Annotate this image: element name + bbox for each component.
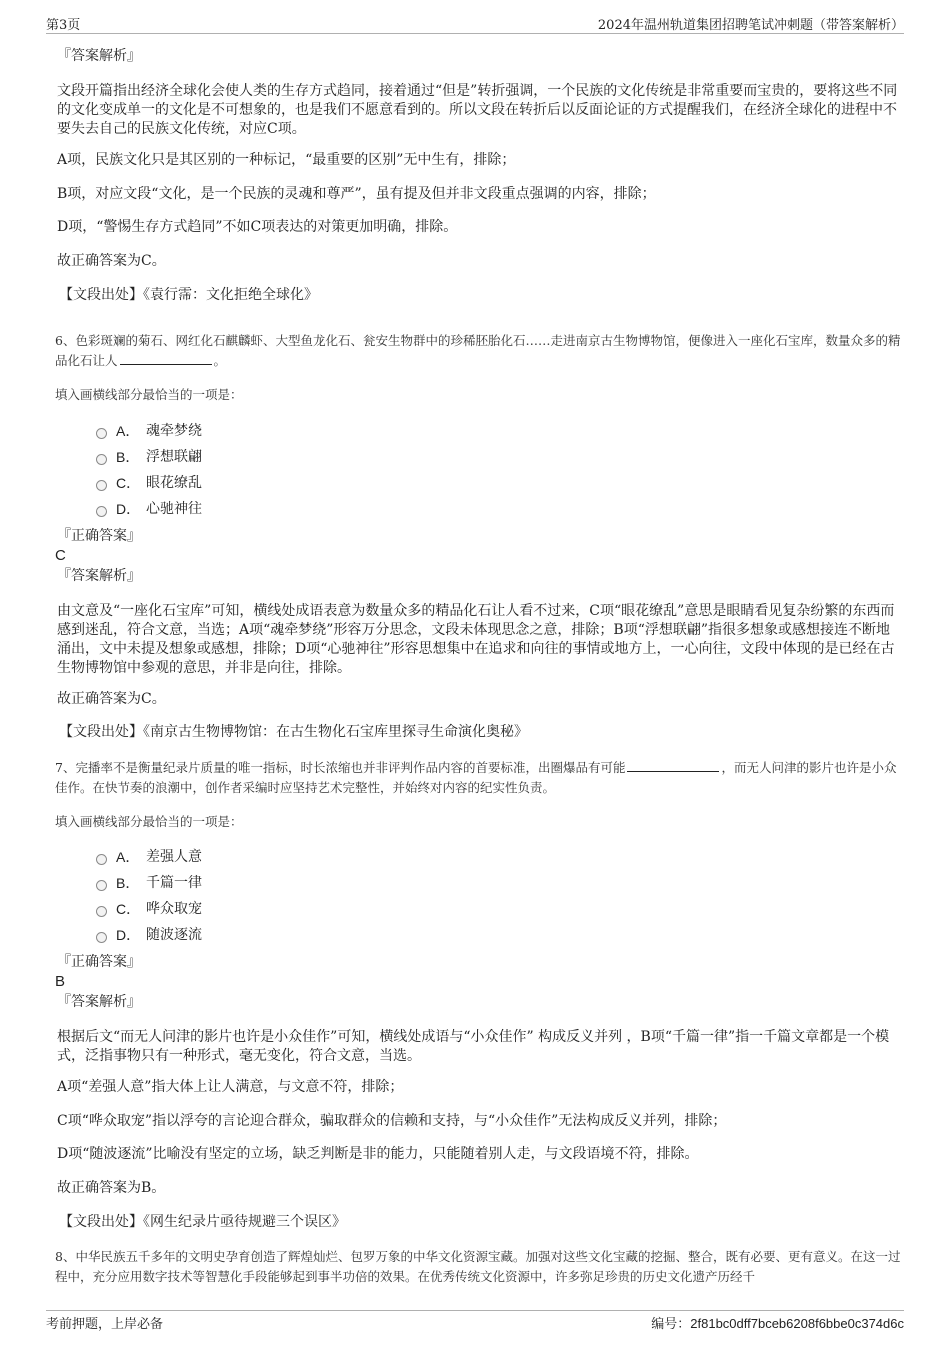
radio-icon[interactable] bbox=[96, 854, 107, 865]
q8-stem: 8、中华民族五千多年的文明史孕育创造了辉煌灿烂、包罗万象的中华文化资源宝藏。加强对这些文化宝藏的挖掘、整合，既有必要、更有意义。在这一过程中，充分应用数字技术等智慧化手段能够起到事半功倍的效果。在优秀传统文化资源中，许多弥足珍贵的历史文化遗产历经千 bbox=[55, 1249, 901, 1284]
document-title: 2024年温州轨道集团招聘笔试冲刺题（带答案解析） bbox=[597, 18, 904, 33]
source-prefix: 【文段出处】 bbox=[59, 1214, 143, 1230]
q5-option-a-analysis: A项，民族文化只是其区别的一种标记，“最重要的区别”无中生有，排除； bbox=[57, 152, 516, 168]
footer-divider bbox=[46, 1310, 904, 1311]
q6-stem-text: 6、色彩斑斓的菊石、网红化石麒麟虾、大型鱼龙化石、瓮安生物群中的珍稀胚胎化石……走进南京古生物博物馆，便像进入一座化石宝库，数量众多的精品化石让人 bbox=[55, 333, 901, 368]
q7-option-d-analysis: D项“随波逐流”比喻没有坚定的立场，缺乏判断是非的能力，只能随着别人走，与文段语境不符，排除。 bbox=[57, 1146, 699, 1162]
q7-answer: B bbox=[55, 973, 66, 990]
q6-stem bbox=[55, 331, 903, 371]
analysis-label: 『答案解析』 bbox=[57, 48, 141, 64]
q6-blank bbox=[120, 352, 212, 365]
q7-conclusion: 故正确答案为B。 bbox=[57, 1180, 166, 1196]
radio-icon[interactable] bbox=[96, 932, 107, 943]
radio-icon[interactable] bbox=[96, 454, 107, 465]
code-label: 编号： bbox=[651, 1317, 691, 1332]
header-divider bbox=[46, 33, 904, 34]
radio-icon[interactable] bbox=[96, 428, 107, 439]
radio-icon[interactable] bbox=[96, 480, 107, 491]
q6-option-b[interactable]: B． 浮想联翩 bbox=[96, 447, 202, 467]
footer-slogan: 考前押题，上岸必备 bbox=[46, 1317, 164, 1332]
radio-icon[interactable] bbox=[96, 506, 107, 517]
q7-instruction: 填入画横线部分最恰当的一项是： bbox=[55, 814, 243, 829]
correct-answer-label: 『正确答案』 bbox=[57, 528, 141, 544]
page-number: 第3页 bbox=[46, 18, 81, 33]
q7-option-d[interactable]: D． 随波逐流 bbox=[96, 925, 202, 945]
q7-analysis-paragraph: 根据后文“而无人问津的影片也许是小众佳作”可知，横线处成语与“小众佳作” 构成反义并列 ，B项“千篇一律”指一千篇文章都是一个模式，泛指事物只有一种形式，毫无变化，符合文意，当选。 bbox=[57, 1029, 890, 1064]
q5-option-b-analysis: B项，对应文段“文化，是一个民族的灵魂和尊严”，虽有提及但并非文段重点强调的内容，排除； bbox=[57, 186, 656, 202]
analysis-label: 『答案解析』 bbox=[57, 568, 141, 584]
q7-blank bbox=[627, 759, 719, 772]
q6-stem-end: 。 bbox=[213, 353, 227, 368]
q6-source bbox=[59, 723, 528, 742]
analysis-label: 『答案解析』 bbox=[57, 994, 141, 1010]
q7-option-c-analysis: C项“哗众取宠”指以浮夸的言论迎合群众，骗取群众的信赖和支持，与“小众佳作”无法构成反义并列，排除； bbox=[57, 1113, 727, 1129]
q7-stem-end: ，而无人问津的影片也许是小众佳作。在快节奏的浪潮中，创作者采编时应坚持艺术完整性，并始终对内容的纪实性负责。 bbox=[55, 760, 897, 795]
radio-icon[interactable] bbox=[96, 906, 107, 917]
q6-conclusion: 故正确答案为C。 bbox=[57, 691, 166, 707]
q7-option-a[interactable]: A． 差强人意 bbox=[96, 847, 202, 867]
q7-source bbox=[59, 1213, 346, 1232]
document-code bbox=[651, 1313, 904, 1332]
q6-analysis-paragraph: 由文意及“一座化石宝库”可知，横线处成语表意为数量众多的精品化石让人看不过来，C项“眼花缭乱”意思是眼睛看见复杂纷繁的东西而感到迷乱，符合文意，当选；A项“魂牵梦绕”形容万分思念，文段未体现思念之意，排除；B项“浮想联翩”指很多想象或感想接连不断地涌出，文中未提及想象或感想，排除；D项“心驰神往”形容思想集中在追求和向往的事情或地方上，一心向往，文段中体现的是已经在古生物博物馆中参观的意思，并非是向往，排除。 bbox=[57, 603, 895, 676]
source-title: 《南京古生物博物馆：在古生物化石宝库里探寻生命演化奥秘》 bbox=[143, 724, 528, 740]
q7-stem bbox=[55, 758, 903, 798]
source-title: 《袁行霈：文化拒绝全球化》 bbox=[143, 287, 318, 303]
radio-icon[interactable] bbox=[96, 880, 107, 891]
q6-option-a[interactable]: A． 魂牵梦绕 bbox=[96, 421, 202, 441]
q7-option-c[interactable]: C． 哗众取宠 bbox=[96, 899, 202, 919]
source-title: 《网生纪录片亟待规避三个误区》 bbox=[143, 1214, 346, 1230]
q5-analysis-paragraph: 文段开篇指出经济全球化会使人类的生存方式趋同，接着通过“但是”转折强调，一个民族的文化传统是非常重要而宝贵的，要将这些不同的文化变成单一的文化是不可想象的，也是我们不愿意看到的。所以文段在转折后以反面论证的方式提醒我们，在经济全球化的进程中不要失去自己的民族文化传统，对应C项。 bbox=[57, 83, 898, 137]
q6-answer: C bbox=[55, 547, 66, 564]
q6-option-d[interactable]: D． 心驰神往 bbox=[96, 499, 202, 519]
q5-option-d-analysis: D项，“警惕生存方式趋同”不如C项表达的对策更加明确，排除。 bbox=[57, 219, 458, 235]
correct-answer-label: 『正确答案』 bbox=[57, 954, 141, 970]
q5-source bbox=[59, 286, 318, 305]
q5-conclusion: 故正确答案为C。 bbox=[57, 253, 166, 269]
q7-option-a-analysis: A项“差强人意”指大体上让人满意，与文意不符，排除； bbox=[57, 1079, 404, 1095]
source-prefix: 【文段出处】 bbox=[59, 287, 143, 303]
q6-option-c[interactable]: C． 眼花缭乱 bbox=[96, 473, 202, 493]
q6-instruction: 填入画横线部分最恰当的一项是： bbox=[55, 387, 243, 402]
q7-option-b[interactable]: B． 千篇一律 bbox=[96, 873, 202, 893]
code-value: 2f81bc0dff7bceb6208f6bbe0c374d6c bbox=[690, 1316, 904, 1331]
source-prefix: 【文段出处】 bbox=[59, 724, 143, 740]
q7-stem-text: 7、完播率不是衡量纪录片质量的唯一指标，时长浓缩也并非评判作品内容的首要标准，出圈爆品有可能 bbox=[55, 760, 626, 775]
